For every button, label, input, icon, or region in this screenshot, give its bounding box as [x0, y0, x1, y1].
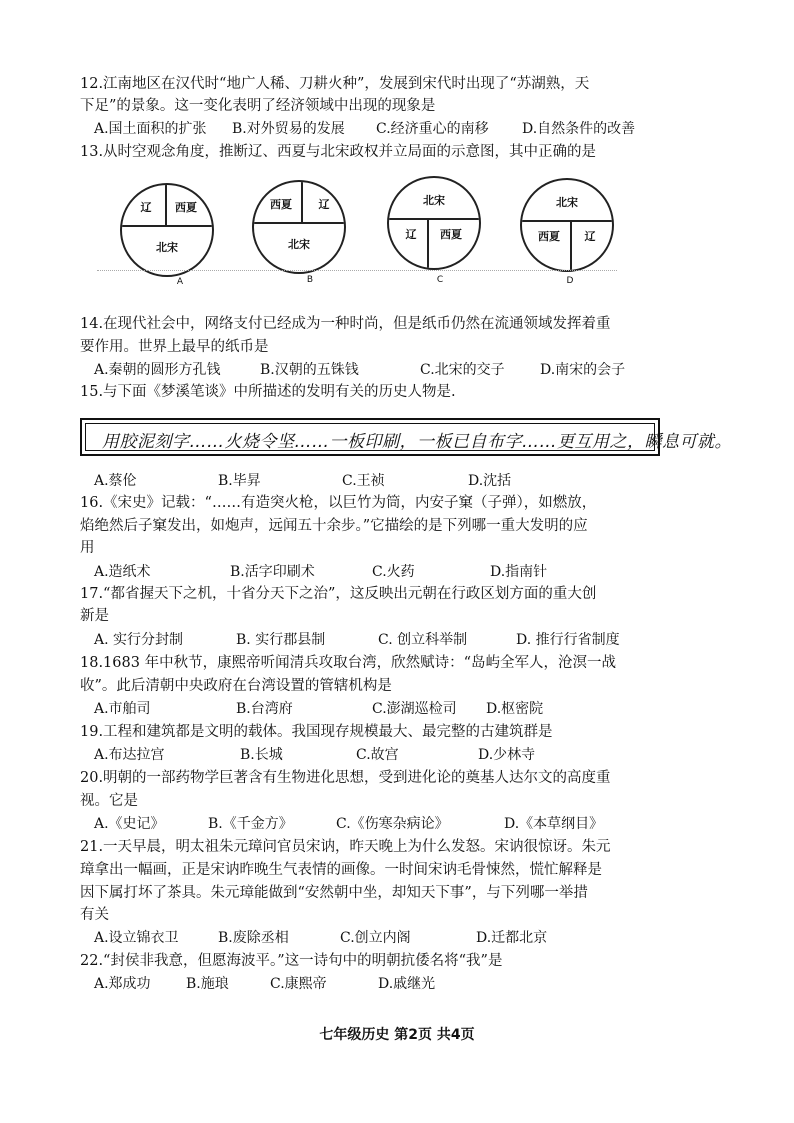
q17-option-b[interactable]: B. 实行郡县制: [236, 632, 326, 648]
q16-option-c[interactable]: C.火药: [372, 564, 415, 580]
q18-option-b[interactable]: B.台湾府: [236, 701, 293, 717]
q21-stem-line4: 有关: [80, 907, 109, 923]
q14-option-d[interactable]: D.南宋的会子: [540, 362, 626, 378]
q20-stem-line1: 20.明朝的一部药物学巨著含有生物进化思想，受到进化论的奠基人达尔文的高度重: [80, 770, 611, 786]
q17-stem-line1: 17.“都省握天下之机，十省分天下之治”，这反映出元朝在行政区划方面的重大创: [80, 586, 597, 602]
q21-stem-line2: 璋拿出一幅画，正是宋讷昨晚生气表情的画像。一时间宋讷毛骨悚然，慌忙解释是: [80, 862, 602, 878]
q13-diagram-a: [120, 183, 214, 277]
q18-stem-line2: 收”。此后清朝中央政府在台湾设置的管辖机构是: [80, 678, 392, 694]
diagram-c-region-liao: 辽: [405, 228, 417, 241]
q19-option-d[interactable]: D.少林寺: [478, 747, 536, 763]
q14-stem-line1: 14.在现代社会中，网络支付已经成为一种时尚，但是纸币仍然在流通领域发挥着重: [80, 316, 611, 332]
q13-diagram-c-label: C: [436, 275, 444, 285]
diagram-d-region-beisong: 北宋: [556, 196, 578, 209]
q21-option-d[interactable]: D.迁都北京: [476, 930, 548, 946]
q20-option-a[interactable]: A.《史记》: [94, 816, 165, 832]
q21-stem-line1: 21.一天早晨，明太祖朱元璋问官员宋讷，昨天晚上为什么发怒。宋讷很惊讶。朱元: [80, 839, 611, 855]
q22-option-b[interactable]: B.施琅: [186, 976, 229, 992]
q16-option-a[interactable]: A.造纸术: [94, 564, 151, 580]
q13-diagram-d: [520, 178, 614, 272]
q16-option-b[interactable]: B.活字印刷术: [230, 564, 315, 580]
diagram-c-region-beisong: 北宋: [423, 194, 445, 207]
q13-diagram-b: [252, 180, 346, 274]
q12-option-d[interactable]: D.自然条件的改善: [522, 121, 636, 137]
q13-diagram-d-label: D: [566, 276, 574, 286]
diagram-c-region-xixia: 西夏: [440, 228, 462, 241]
q14-option-c[interactable]: C.北宋的交子: [420, 362, 505, 378]
diagram-a-region-liao: 辽: [140, 201, 152, 214]
q21-option-a[interactable]: A.设立锦衣卫: [94, 930, 179, 946]
diagram-d-region-liao: 辽: [584, 230, 596, 243]
q15-option-d[interactable]: D.沈括: [468, 473, 512, 489]
page-footer: 七年级历史 第2页 共4页: [319, 1027, 475, 1043]
q14-stem-line2: 要作用。世界上最早的纸币是: [80, 339, 269, 355]
q15-stem-line1: 15.与下面《梦溪笔谈》中所描述的发明有关的历史人物是.: [80, 384, 456, 400]
q16-option-d[interactable]: D.指南针: [490, 564, 548, 580]
q12-stem-line1: 12.江南地区在汉代时“地广人稀、刀耕火种”，发展到宋代时出现了“苏湖熟，天: [80, 76, 590, 92]
q22-stem-line1: 22.“封侯非我意，但愿海波平。”这一诗句中的明朝抗倭名将“我”是: [80, 953, 503, 969]
q16-stem-line2: 焰绝然后子窠发出，如炮声，远闻五十余步。”它描绘的是下列哪一重大发明的应: [80, 518, 588, 534]
q12-stem-line2: 下足”的景象。这一变化表明了经济领域中出现的现象是: [80, 98, 436, 114]
q18-option-d[interactable]: D.枢密院: [486, 701, 544, 717]
q22-option-d[interactable]: D.戚继光: [378, 976, 436, 992]
diagram-a-region-xixia: 西夏: [175, 201, 197, 214]
q18-option-a[interactable]: A.市舶司: [94, 701, 151, 717]
q14-option-b[interactable]: B.汉朝的五铢钱: [260, 362, 359, 378]
q13-stem-line1: 13.从时空观念角度，推断辽、西夏与北宋政权并立局面的示意图，其中正确的是: [80, 144, 597, 160]
q12-option-b[interactable]: B.对外贸易的发展: [232, 121, 345, 137]
diagram-a-region-beisong: 北宋: [156, 241, 178, 254]
q22-option-c[interactable]: C.康熙帝: [270, 976, 327, 992]
q17-option-d[interactable]: D. 推行行省制度: [516, 632, 620, 648]
q16-stem-line1: 16.《宋史》记载：“……有造突火枪，以巨竹为筒，内安子窠（子弹），如燃放，: [80, 495, 597, 511]
q21-option-c[interactable]: C.创立内阁: [340, 930, 411, 946]
q13-diagram-b-label: B: [306, 275, 314, 285]
q18-option-c[interactable]: C.澎湖巡检司: [372, 701, 457, 717]
q13-diagram-a-label: A: [176, 277, 184, 287]
diagram-b-region-xixia: 西夏: [270, 198, 292, 211]
q16-stem-line3: 用: [80, 540, 95, 556]
q14-option-a[interactable]: A.秦朝的圆形方孔钱: [94, 362, 221, 378]
q15-quote-text: 用胶泥刻字……火烧令坚……一板印刷，一板已自布字……更互用之，瞬息可就。: [102, 432, 732, 452]
q17-option-a[interactable]: A. 实行分封制: [94, 632, 184, 648]
q20-option-d[interactable]: D.《本草纲目》: [504, 816, 604, 832]
q19-option-b[interactable]: B.长城: [240, 747, 283, 763]
diagram-b-region-liao: 辽: [318, 198, 330, 211]
q13-diagram-c: [387, 176, 481, 270]
q15-option-b[interactable]: B.毕昇: [218, 473, 261, 489]
diagram-divider: [97, 270, 617, 271]
q18-stem-line1: 18.1683 年中秋节，康熙帝听闻清兵攻取台湾，欣然赋诗：“岛屿全军人，沧溟一战: [80, 655, 616, 671]
q17-stem-line2: 新是: [80, 608, 109, 624]
diagram-b-region-beisong: 北宋: [288, 238, 310, 251]
q17-option-c[interactable]: C. 创立科举制: [378, 632, 468, 648]
q20-option-c[interactable]: C.《伤寒杂病论》: [336, 816, 449, 832]
q21-stem-line3: 因下属打坏了茶具。朱元璋能做到“安然朝中坐，却知天下事”，与下列哪一举措: [80, 885, 588, 901]
q12-option-a[interactable]: A.国土面积的扩张: [94, 121, 207, 137]
q19-option-c[interactable]: C.故宫: [356, 747, 399, 763]
diagram-d-region-xixia: 西夏: [538, 230, 560, 243]
q20-stem-line2: 视。它是: [80, 793, 138, 809]
q22-option-a[interactable]: A.郑成功: [94, 976, 151, 992]
q20-option-b[interactable]: B.《千金方》: [208, 816, 293, 832]
q15-quote-box: [80, 418, 732, 456]
q15-option-a[interactable]: A.蔡伦: [94, 473, 137, 489]
q21-option-b[interactable]: B.废除丞相: [218, 930, 289, 946]
q15-option-c[interactable]: C.王祯: [342, 473, 385, 489]
q12-option-c[interactable]: C.经济重心的南移: [376, 121, 489, 137]
q19-stem-line1: 19.工程和建筑都是文明的载体。我国现存规模最大、最完整的古建筑群是: [80, 724, 553, 740]
q19-option-a[interactable]: A.布达拉宫: [94, 747, 165, 763]
